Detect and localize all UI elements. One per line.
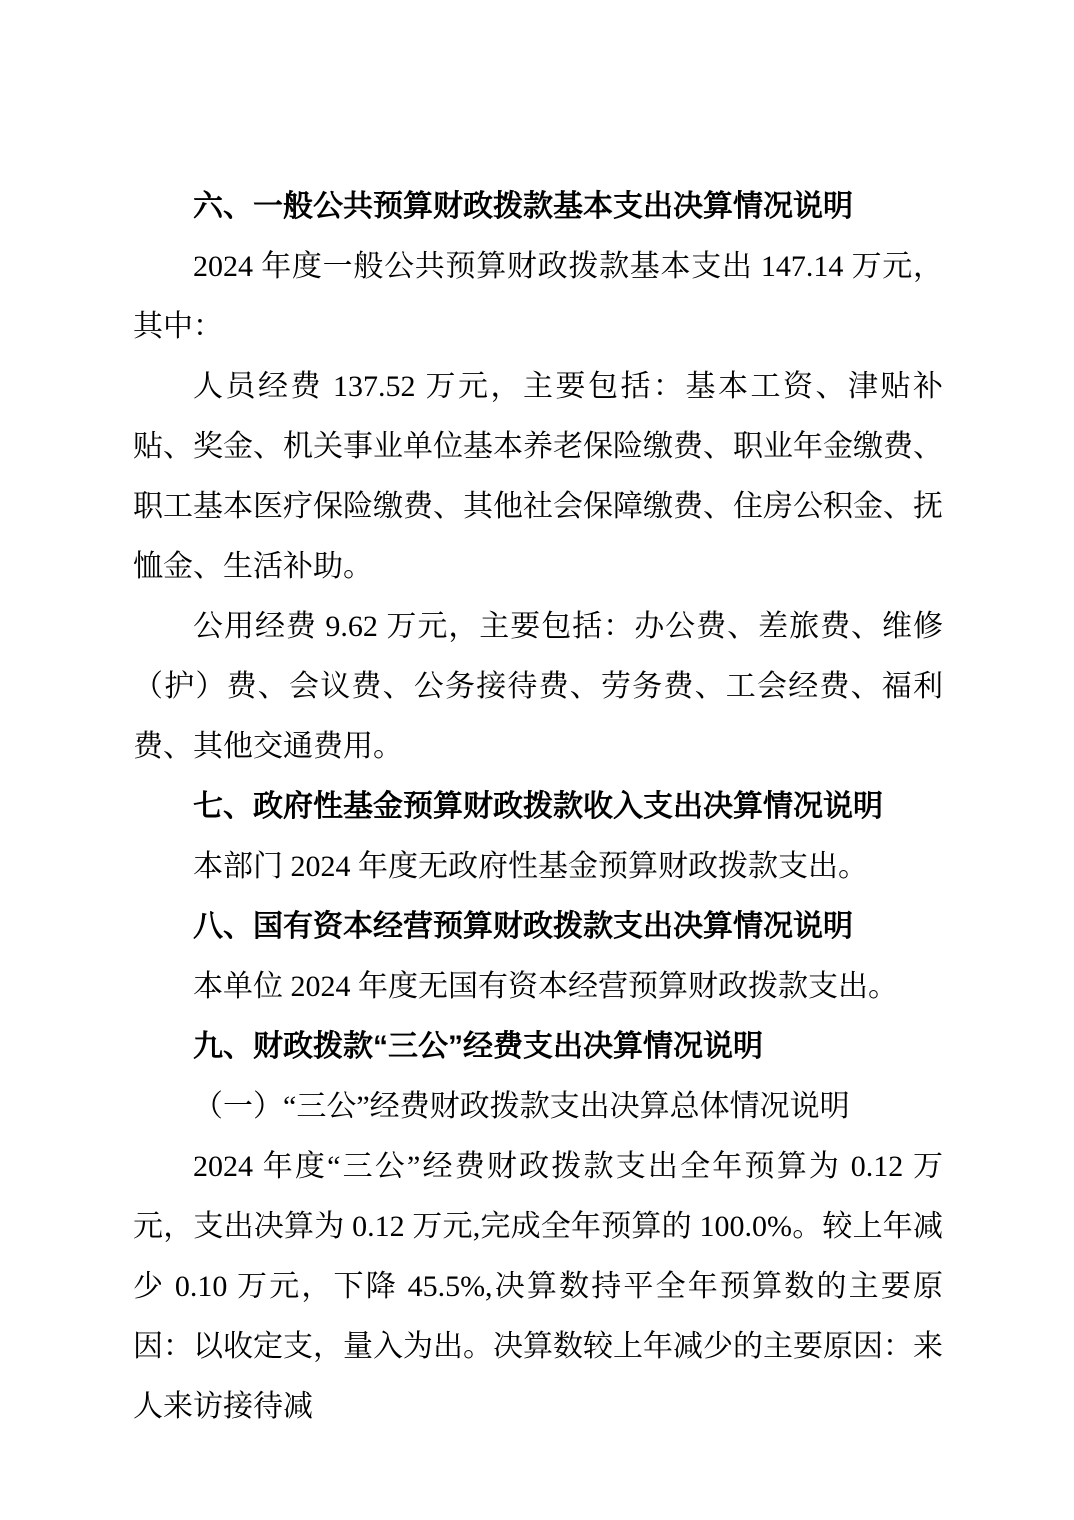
para-no-state-capital-expenditure: 本单位 2024 年度无国有资本经营预算财政拨款支出。 (193, 970, 898, 1003)
para-three-public-details: 2024 年度“三公”经费财政拨款支出全年预算为 0.12 万元，支出决算为 0.12 万元,完成全年预算的 100.0%。较上年减少 0.10 万元，下降 45.5%,决算数持平全年预算数的主要原因：以收定支，量入为出。决算数较上年减少的主要原因：来人来访接待减 (133, 1150, 943, 1423)
section-heading-eight-state-capital: 八、国有资本经营预算财政拨款支出决算情况说明 (193, 910, 853, 943)
para-public-operating-expenses: 公用经费 9.62 万元，主要包括：办公费、差旅费、维修（护）费、会议费、公务接待费、劳务费、工会经费、福利费、其他交通费用。 (133, 610, 943, 763)
para-personnel-expenses: 人员经费 137.52 万元，主要包括：基本工资、津贴补贴、奖金、机关事业单位基本养老保险缴费、职业年金缴费、职工基本医疗保险缴费、其他社会保障缴费、住房公积金、抚恤金、生活补助。 (133, 370, 943, 583)
section-heading-nine-three-public: 九、财政拨款“三公”经费支出决算情况说明 (193, 1030, 763, 1063)
para-no-govt-fund-expenditure: 本部门 2024 年度无政府性基金预算财政拨款支出。 (193, 850, 868, 883)
para-basic-expenditure-total: 2024 年度一般公共预算财政拨款基本支出 147.14 万元，其中： (133, 250, 943, 343)
section-heading-seven-govt-fund: 七、政府性基金预算财政拨款收入支出决算情况说明 (193, 790, 883, 823)
section-heading-six-basic-expenditure: 六、一般公共预算财政拨款基本支出决算情况说明 (193, 190, 853, 223)
subheading-three-public-overall: （一）“三公”经费财政拨款支出决算总体情况说明 (193, 1090, 850, 1123)
